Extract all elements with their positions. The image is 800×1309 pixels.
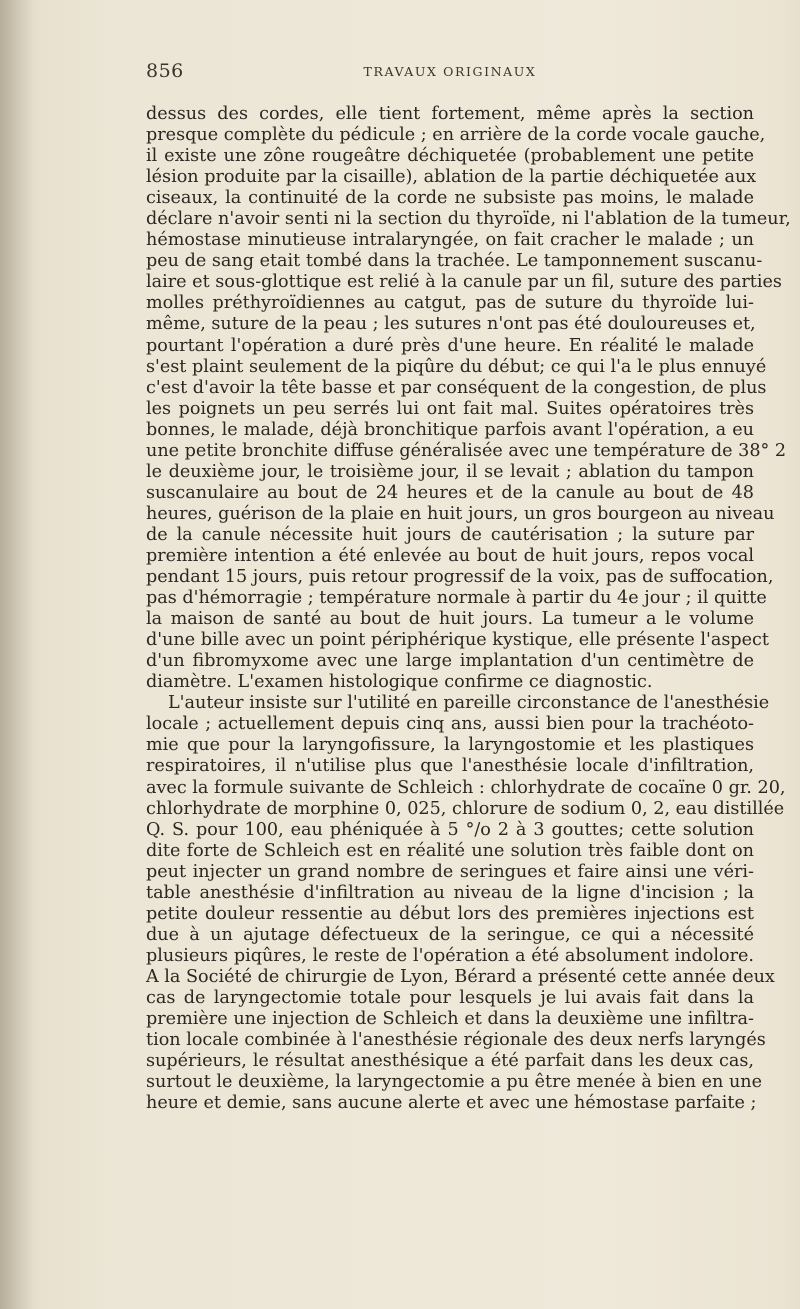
- text-line: peu de sang etait tombé dans la trachée. Le tamponnement suscanu-: [146, 251, 763, 272]
- text-line: la maison de santé au bout de huit jours. La tumeur a le volume: [146, 609, 754, 630]
- text-line: s'est plaint seulement de la piqûre du début; ce qui l'a le plus ennuyé: [146, 356, 767, 377]
- text-line: première une injection de Schleich et dans la deuxième une infiltra-: [146, 1009, 754, 1030]
- text-line: ciseaux, la continuité de la corde ne subsiste pas moins, le malade: [146, 188, 754, 209]
- text-line: mie que pour la laryngofissure, la laryngostomie et les plastiques: [146, 735, 754, 756]
- text-line: hémostase minutieuse intralaryngée, on fait cracher le malade ; un: [146, 230, 754, 251]
- body-text: [146, 104, 791, 1114]
- text-line: pendant 15 jours, puis retour progressif de la voix, pas de suffocation,: [146, 567, 774, 588]
- text-line: respiratoires, il n'utilise plus que l'anesthésie locale d'infiltration,: [146, 756, 754, 777]
- text-line: les poignets un peu serrés lui ont fait mal. Suites opératoires très: [146, 398, 754, 419]
- text-line: suscanulaire au bout de 24 heures et de la canule au bout de 48: [146, 482, 754, 503]
- running-head-title: TRAVAUX ORIGINAUX: [363, 64, 537, 79]
- text-line: dessus des cordes, elle tient fortement, même après la section: [146, 104, 754, 124]
- text-line: chlorhydrate de morphine 0, 025, chlorure de sodium 0, 2, eau distillée: [146, 798, 785, 819]
- running-head: [146, 60, 754, 88]
- binding-gutter-shadow: [0, 0, 34, 1309]
- text-line: d'une bille avec un point périphérique kystique, elle présente l'aspect: [146, 630, 769, 651]
- text-line: A la Société de chirurgie de Lyon, Bérard a présenté cette année deux: [146, 966, 775, 987]
- text-line: dite forte de Schleich est en réalité une solution très faible dont on: [146, 840, 754, 861]
- text-line: même, suture de la peau ; les sutures n'ont pas été douloureuses et,: [146, 314, 756, 335]
- text-line: presque complète du pédicule ; en arrière de la corde vocale gauche,: [146, 125, 766, 146]
- text-line: heures, guérison de la plaie en huit jours, un gros bourgeon au niveau: [146, 503, 775, 524]
- text-line: tion locale combinée à l'anesthésie régionale des deux nerfs laryngés: [146, 1030, 766, 1051]
- text-line: molles préthyroïdiennes au catgut, pas de suture du thyroïde lui-: [146, 293, 754, 314]
- text-line: plusieurs piqûres, le reste de l'opération a été absolument indolore.: [146, 945, 754, 966]
- text-line: locale ; actuellement depuis cinq ans, aussi bien pour la trachéoto-: [146, 714, 754, 735]
- paragraph-end-line: diamètre. L'examen histologique confirme ce diagnostic.: [146, 672, 653, 693]
- text-line: Q. S. pour 100, eau phéniquée à 5 °/o 2 à 3 gouttes; cette solution: [146, 819, 754, 840]
- text-line: pas d'hémorragie ; température normale à partir du 4e jour ; il quitte: [146, 588, 767, 609]
- page-number: 856: [146, 60, 184, 82]
- text-line: pourtant l'opération a duré près d'une heure. En réalité le malade: [146, 335, 754, 356]
- text-line: due à un ajutage défectueux de la seringue, ce qui a nécessité: [146, 924, 754, 945]
- text-line: d'un fibromyxome avec une large implantation d'un centimètre de: [146, 651, 754, 672]
- text-line: cas de laryngectomie totale pour lesquels je lui avais fait dans la: [146, 987, 754, 1008]
- text-line: une petite bronchite diffuse généralisée avec une température de 38° 2: [146, 440, 787, 461]
- text-line: laire et sous-glottique est relié à la canule par un fil, suture des parties: [146, 272, 782, 293]
- text-line: avec la formule suivante de Schleich : chlorhydrate de cocaïne 0 gr. 20,: [146, 777, 786, 798]
- text-line: lésion produite par la cisaille), ablation de la partie déchiquetée aux: [146, 167, 757, 188]
- text-line: peut injecter un grand nombre de seringues et faire ainsi une véri-: [146, 861, 754, 882]
- text-line: de la canule nécessite huit jours de cautérisation ; la suture par: [146, 524, 754, 545]
- text-line: table anesthésie d'infiltration au niveau de la ligne d'incision ; la: [146, 882, 754, 903]
- text-line: première intention a été enlevée au bout de huit jours, repos vocal: [146, 545, 754, 566]
- text-line: bonnes, le malade, déjà bronchitique parfois avant l'opération, a eu: [146, 419, 754, 440]
- text-line: le deuxième jour, le troisième jour, il se levait ; ablation du tampon: [146, 461, 754, 482]
- text-line: surtout le deuxième, la laryngectomie a pu être menée à bien en une: [146, 1072, 763, 1093]
- text-line: petite douleur ressentie au début lors des premières injections est: [146, 903, 754, 924]
- text-line: supérieurs, le résultat anesthésique a été parfait dans les deux cas,: [146, 1051, 754, 1072]
- text-line: heure et demie, sans aucune alerte et avec une hémostase parfaite ;: [146, 1093, 757, 1114]
- text-line: déclare n'avoir senti ni la section du thyroïde, ni l'ablation de la tumeur,: [146, 209, 791, 230]
- text-line: c'est d'avoir la tête basse et par conséquent de la congestion, de plus: [146, 377, 767, 398]
- paragraph-start-line: L'auteur insiste sur l'utilité en pareille circonstance de l'anesthésie: [168, 693, 770, 714]
- text-line: il existe une zône rougeâtre déchiquetée (probablement une petite: [146, 146, 754, 167]
